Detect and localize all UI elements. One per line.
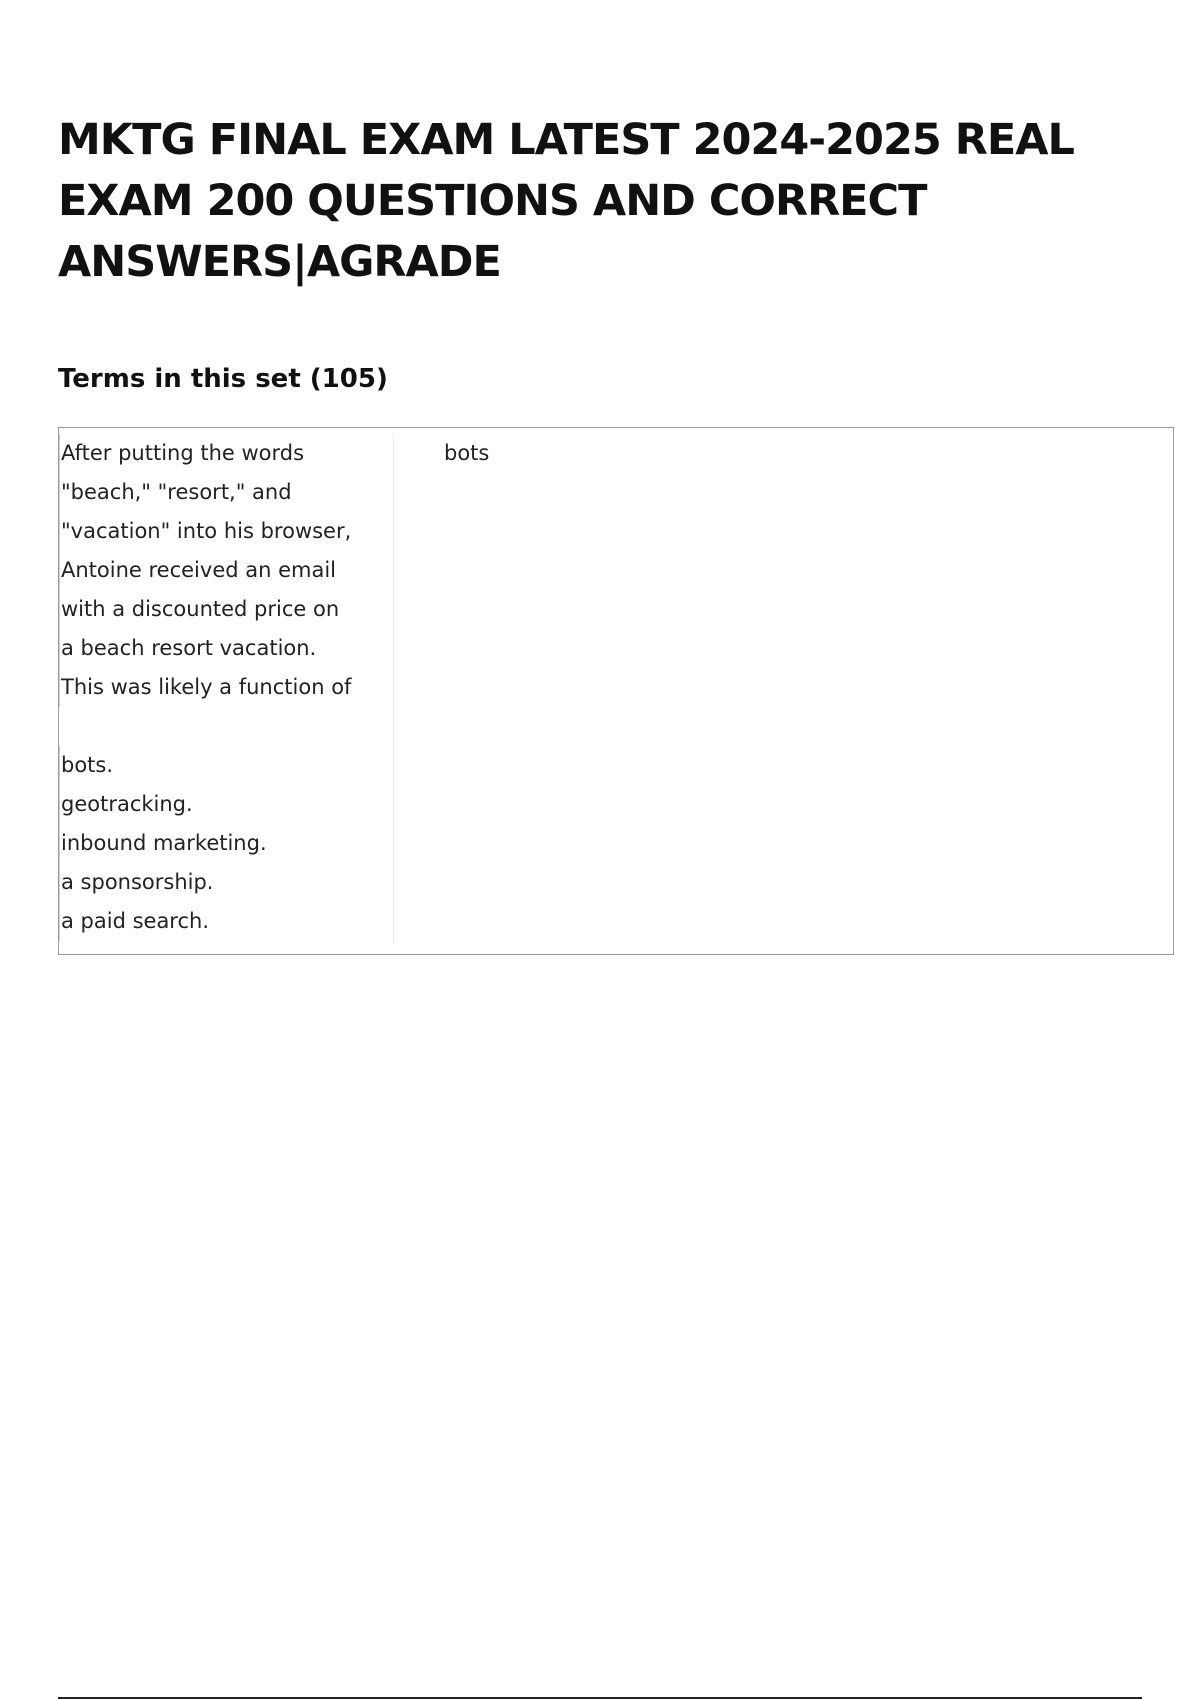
term-text-line: Antoine received an email [59,551,393,590]
answer-option: a paid search. [59,902,393,941]
term-text-line: with a discounted price on [59,590,393,629]
answer-option: bots. [59,746,393,785]
footer-divider [58,1697,1142,1699]
term-text-line: This was likely a function of [59,668,393,707]
answer-option: a sponsorship. [59,863,393,902]
terms-table [58,427,1174,955]
term-text-line: a beach resort vacation. [59,629,393,668]
term-text-line: After putting the words [59,434,393,473]
term-text-line: "vacation" into his browser, [59,512,393,551]
answer-option: inbound marketing. [59,824,393,863]
definition-cell: bots [444,441,490,465]
term-text-line: "beach," "resort," and [59,473,393,512]
term-cell [59,434,394,944]
page-title: MKTG FINAL EXAM LATEST 2024-2025 REAL EXAM 200 QUESTIONS AND CORRECT ANSWERS|AGRADE [58,115,1074,287]
term-blank-line [59,707,393,746]
answer-option: geotracking. [59,785,393,824]
terms-set-heading: Terms in this set (105) [58,364,388,394]
